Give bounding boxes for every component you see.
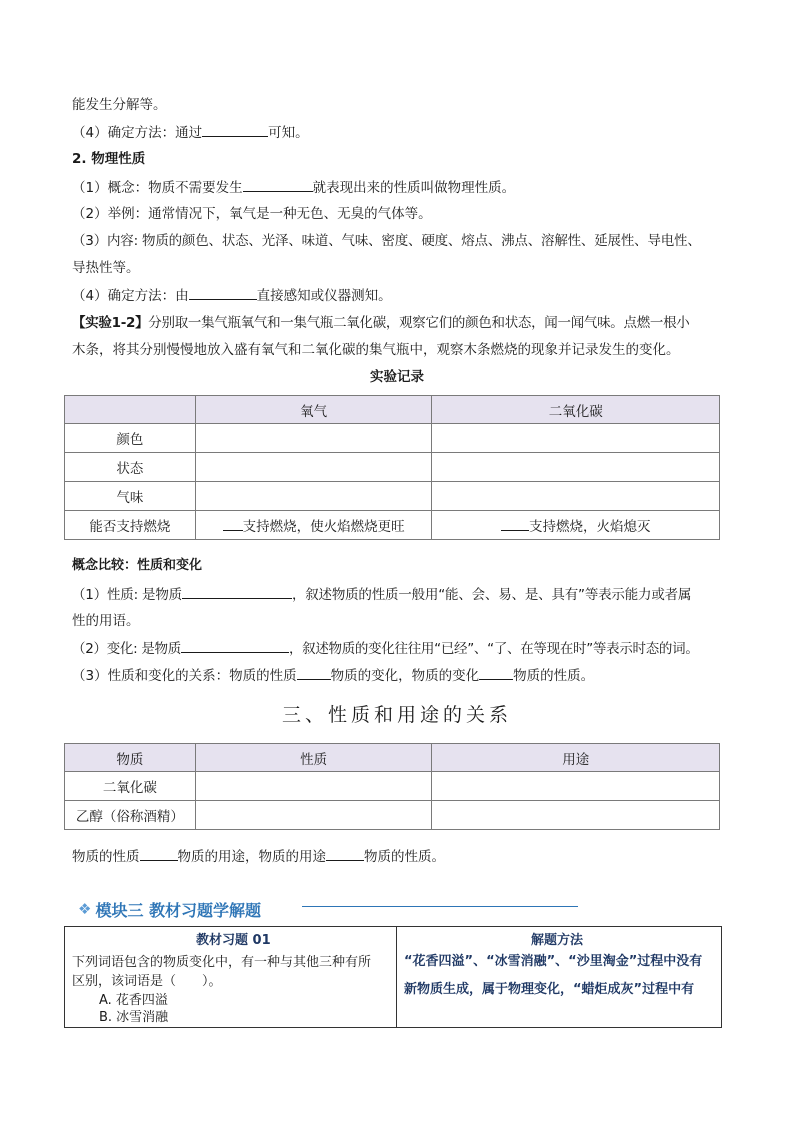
fill-blank bbox=[297, 665, 331, 680]
text: 物质的性质。 bbox=[513, 668, 595, 684]
text: 可知。 bbox=[268, 125, 309, 141]
fill-blank bbox=[182, 584, 292, 599]
text: 2. 物理性质 bbox=[72, 151, 146, 167]
solution-line: “花香四溢”、“冰雪消融”、“沙里淘金”过程中没有 bbox=[404, 954, 703, 969]
text: （2）举例：通常情况下，氧气是一种无色、无臭的气体等。 bbox=[72, 206, 432, 222]
header-cell: 用途 bbox=[432, 744, 720, 772]
header-cell: 物质 bbox=[65, 744, 196, 772]
header-cell bbox=[65, 396, 196, 424]
table-row bbox=[65, 482, 720, 511]
text-line bbox=[72, 258, 722, 278]
table-cell bbox=[432, 424, 720, 453]
header-cell: 氧气 bbox=[195, 396, 432, 424]
text: 就表现出来的性质叫做物理性质。 bbox=[312, 180, 516, 196]
solution-header: 解题方法 bbox=[531, 933, 584, 948]
table-header-row bbox=[65, 744, 720, 772]
module-header bbox=[78, 898, 261, 920]
text-line bbox=[72, 846, 722, 867]
text-line bbox=[72, 665, 722, 686]
question-line: 下列词语包含的物质变化中，有一种与其他三种有所 bbox=[72, 955, 372, 970]
table-row bbox=[65, 772, 720, 801]
text-line bbox=[72, 177, 722, 198]
concept-title bbox=[72, 556, 722, 576]
subheading bbox=[72, 149, 722, 169]
header-cell: 性质 bbox=[195, 744, 432, 772]
exercise-header: 教材习题 01 bbox=[196, 933, 271, 948]
table-cell bbox=[195, 772, 432, 801]
option-b: B. 冰雪消融 bbox=[99, 1010, 169, 1025]
row-label: 气味 bbox=[65, 482, 196, 511]
module-divider bbox=[302, 906, 578, 907]
text: ，叙述物质的性质一般用“能、会、易、是、具有”等表示能力或者属 bbox=[291, 587, 692, 603]
table-caption bbox=[0, 367, 794, 387]
table-cell bbox=[432, 772, 720, 801]
table-cell bbox=[432, 801, 720, 830]
table-row bbox=[65, 453, 720, 482]
fill-blank bbox=[479, 665, 513, 680]
exercise-box bbox=[64, 926, 722, 1028]
text: ，叙述物质的变化往往用“已经”、“了、在等现在时”等表示时态的词。 bbox=[288, 641, 699, 657]
table-row bbox=[65, 424, 720, 453]
text: （4）确定方法：由 bbox=[72, 288, 189, 304]
module-title: 模块三 教材习题学解题 bbox=[95, 900, 262, 920]
text: （4）确定方法：通过 bbox=[72, 125, 203, 141]
experiment-label: 【实验1-2】 bbox=[72, 315, 149, 331]
section-title: 三、性质和用途的关系 bbox=[281, 704, 512, 726]
question-line: 区别，该词语是（ ）。 bbox=[72, 974, 222, 989]
text: 物质的变化，物质的变化 bbox=[330, 668, 480, 684]
text-line bbox=[72, 584, 722, 605]
cell-text: 支持燃烧，使火焰燃烧更旺 bbox=[242, 519, 405, 535]
table-row bbox=[65, 511, 720, 540]
fill-blank bbox=[326, 846, 364, 861]
option-a: A. 花香四溢 bbox=[99, 993, 168, 1008]
experiment-table bbox=[64, 395, 720, 540]
text: 物质的性质。 bbox=[364, 849, 445, 865]
text: 能发生分解等。 bbox=[72, 97, 167, 113]
text-line bbox=[72, 122, 722, 143]
table-cell bbox=[432, 511, 720, 540]
text-line bbox=[72, 95, 722, 115]
text-line bbox=[72, 231, 722, 251]
table-cell bbox=[195, 511, 432, 540]
fill-blank bbox=[501, 516, 529, 531]
text: 物质的用途，物质的用途 bbox=[177, 849, 326, 865]
text: 直接感知或仪器测知。 bbox=[256, 288, 392, 304]
table-header-row bbox=[65, 396, 720, 424]
double-chevron-icon: ❖ bbox=[78, 900, 92, 918]
text: （1）概念：物质不需要发生 bbox=[72, 180, 243, 196]
table-cell bbox=[432, 482, 720, 511]
fill-blank bbox=[223, 516, 243, 531]
header-cell: 二氧化碳 bbox=[432, 396, 720, 424]
row-label: 状态 bbox=[65, 453, 196, 482]
cell-text: 支持燃烧，火焰熄灭 bbox=[528, 519, 651, 535]
solution-line: 新物质生成，属于物理变化，“蜡炬成灰”过程中有 bbox=[404, 982, 695, 997]
text: 物质的性质 bbox=[72, 849, 140, 865]
text-line bbox=[72, 285, 722, 306]
text: 实验记录 bbox=[370, 369, 424, 385]
property-use-table bbox=[64, 743, 720, 830]
table-cell bbox=[195, 801, 432, 830]
text: 性的用语。 bbox=[72, 613, 140, 629]
experiment-line bbox=[72, 313, 722, 333]
fill-blank bbox=[189, 285, 257, 300]
table-row bbox=[65, 801, 720, 830]
text-line bbox=[72, 340, 722, 360]
fill-blank bbox=[202, 122, 268, 137]
row-label: 能否支持燃烧 bbox=[65, 511, 196, 540]
text: 概念比较：性质和变化 bbox=[72, 558, 203, 573]
row-label: 二氧化碳 bbox=[65, 772, 196, 801]
fill-blank bbox=[140, 846, 178, 861]
text: 分别取一集气瓶氧气和一集气瓶二氧化碳，观察它们的颜色和状态，闻一闻气味。点燃一根小 bbox=[148, 315, 690, 331]
text: 导热性等。 bbox=[72, 260, 140, 276]
table-cell bbox=[195, 482, 432, 511]
table-cell bbox=[195, 424, 432, 453]
text: （2）变化: 是物质 bbox=[72, 641, 181, 657]
fill-blank bbox=[243, 177, 313, 192]
row-label: 颜色 bbox=[65, 424, 196, 453]
column-divider bbox=[396, 927, 397, 1027]
table-cell bbox=[432, 453, 720, 482]
text-line bbox=[72, 611, 722, 631]
fill-blank bbox=[181, 638, 289, 653]
text: （1）性质: 是物质 bbox=[72, 587, 182, 603]
text: 木条，将其分别慢慢地放入盛有氧气和二氧化碳的集气瓶中，观察木条燃烧的现象并记录发生的变化。 bbox=[72, 342, 680, 358]
text-line bbox=[72, 638, 722, 659]
text: （3）内容: 物质的颜色、状态、光泽、味道、气味、密度、硬度、熔点、沸点、溶解性、延展性、导电性、 bbox=[72, 233, 701, 249]
table-cell bbox=[195, 453, 432, 482]
text-line bbox=[72, 204, 722, 224]
text: （3）性质和变化的关系：物质的性质 bbox=[72, 668, 297, 684]
row-label: 乙醇（俗称酒精） bbox=[65, 801, 196, 830]
